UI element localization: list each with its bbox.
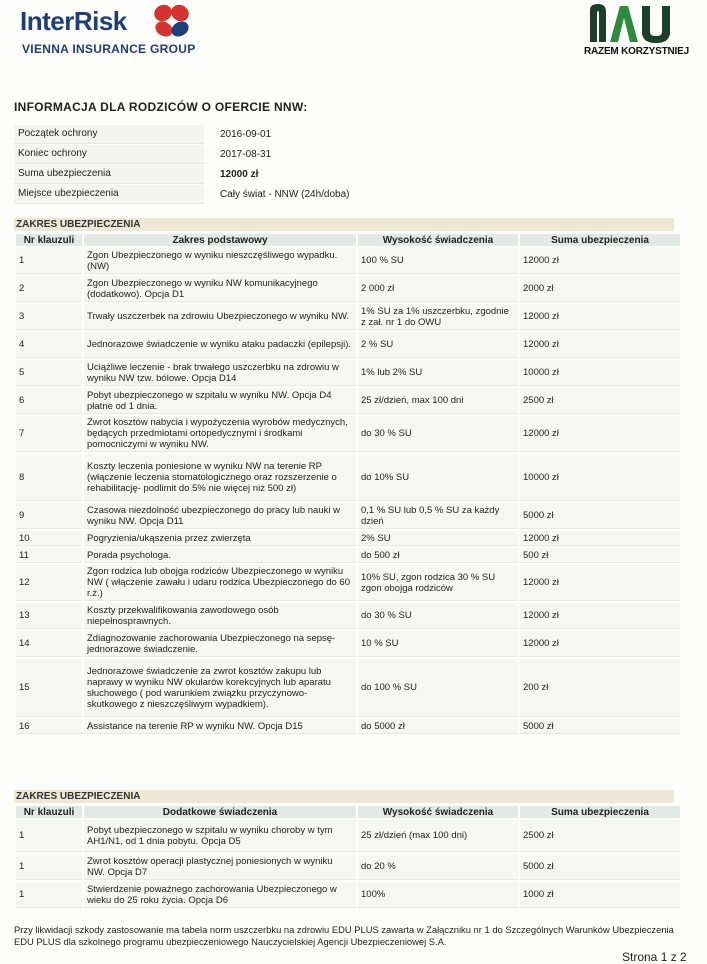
clause-number: 6: [16, 388, 82, 414]
sum-insured: 12000 zł: [520, 603, 680, 629]
info-value: 12000 zł: [220, 168, 259, 180]
table-row: [16, 531, 680, 546]
partner-tagline: RAZEM KORZYSTNIEJ: [584, 46, 689, 57]
policy-info: [14, 124, 674, 204]
table-row: [16, 631, 680, 657]
benefit-amount: 2 000 zł: [358, 276, 518, 302]
benefit-amount: do 30 % SU: [358, 416, 518, 452]
benefit-amount: 100 % SU: [358, 248, 518, 274]
benefit-amount: do 30 % SU: [358, 603, 518, 629]
table-row: [16, 360, 680, 386]
benefit-amount: do 100 % SU: [358, 659, 518, 717]
scope-description: Pobyt ubezpieczonego w szpitalu w wyniku NW. Opcja D4 płatne od 1 dnia.: [84, 388, 356, 414]
benefit-amount: 10% SU, zgon rodzica 30 % SU zgon obojga rodziców: [358, 565, 518, 601]
benefit-amount: do 10% SU: [358, 454, 518, 501]
scope-description: Zgon Ubezpieczonego w wyniku nieszczęśliwego wypadku. (NW): [84, 248, 356, 274]
clause-number: 16: [16, 719, 82, 734]
scope-description: Zwrot kosztów nabycia i wypożyczenia wyrobów medycznych, będących przedmiotami ortopedycznymi i środkami pomocniczymi w wyniku NW.: [84, 416, 356, 452]
info-label: Miejsce ubezpieczenia: [14, 185, 204, 204]
clause-number: 4: [16, 332, 82, 358]
table-row: [16, 882, 680, 908]
clause-number: 1: [16, 882, 82, 908]
benefit-amount: do 20 %: [358, 854, 518, 880]
clause-number: 1: [16, 820, 82, 852]
benefit-amount: 2 % SU: [358, 332, 518, 358]
sum-insured: 12000 zł: [520, 631, 680, 657]
nau-logo: [582, 2, 689, 62]
table-row: [16, 719, 680, 734]
brand-name: InterRisk: [20, 6, 127, 36]
additional-benefits-table: [14, 804, 682, 910]
sum-insured: 10000 zł: [520, 360, 680, 386]
clause-number: 1: [16, 248, 82, 274]
scope-description: Jednorazowe świadczenie w wyniku ataku padaczki (epilepsji).: [84, 332, 356, 358]
clause-number: 9: [16, 503, 82, 529]
sum-insured: 12000 zł: [520, 416, 680, 452]
scope-description: Czasowa niezdolność ubezpieczonego do pracy lub nauki w wyniku NW. Opcja D11: [84, 503, 356, 529]
clause-number: 7: [16, 416, 82, 452]
page-number: Strona 1 z 2: [622, 950, 687, 964]
scope-description: Zgon rodzica lub obojga rodziców Ubezpieczonego w wyniku NW ( włączenie zawału i udaru rodzica Ubezpieczonego do 60 r.ż.): [84, 565, 356, 601]
sum-insured: 12000 zł: [520, 565, 680, 601]
info-row-start: [14, 124, 674, 144]
column-header: Zakres podstawowy: [84, 234, 356, 246]
table-row: [16, 603, 680, 629]
scope-description: Pobyt ubezpieczonego w szpitalu w wyniku choroby w tym AH1/N1, od 1 dnia pobytu. Opcja D5: [84, 820, 356, 852]
sum-insured: 2500 zł: [520, 820, 680, 852]
scope-description: Jednorazowe świadczenie za zwrot kosztów zakupu lub naprawy w wyniku NW okularów korekcyjnych lub aparatu słuchowego ( pod warunkiem związku przyczynowo-skutkowego z nieszczęśliwym wypadkiem).: [84, 659, 356, 717]
info-row-end: [14, 144, 674, 164]
petals-icon: [152, 2, 192, 40]
sum-insured: 1000 zł: [520, 882, 680, 908]
scope-description: Zwrot kosztów operacji plastycznej poniesionych w wyniku NW. Opcja D7: [84, 854, 356, 880]
benefit-amount: 2% SU: [358, 531, 518, 546]
column-header: Dodatkowe świadczenia: [84, 806, 356, 818]
table-row: [16, 454, 680, 501]
table-row: [16, 304, 680, 330]
table-row: [16, 416, 680, 452]
clause-number: 15: [16, 659, 82, 717]
sum-insured: 2000 zł: [520, 276, 680, 302]
clause-number: 10: [16, 531, 82, 546]
scope-description: Pogryzienia/ukąszenia przez zwierzęta: [84, 531, 356, 546]
info-row-place: [14, 184, 674, 204]
scope-description: Assistance na terenie RP w wyniku NW. Opcja D15: [84, 719, 356, 734]
brand-subtitle: VIENNA INSURANCE GROUP: [22, 42, 196, 56]
column-header: Nr klauzuli: [16, 806, 82, 818]
section1-heading: ZAKRES UBEZPIECZENIA: [14, 218, 674, 231]
sum-insured: 5000 zł: [520, 503, 680, 529]
benefit-amount: 10 % SU: [358, 631, 518, 657]
info-label: Koniec ochrony: [14, 145, 204, 164]
benefit-amount: 1% SU za 1% uszczerbku, zgodnie z zał. nr 1 do OWU: [358, 304, 518, 330]
clause-number: 14: [16, 631, 82, 657]
column-header: Wysokość świadczenia: [358, 234, 518, 246]
benefit-amount: do 5000 zł: [358, 719, 518, 734]
info-value: 2017-08-31: [220, 148, 272, 160]
page-title: INFORMACJA DLA RODZICÓW O OFERCIE NNW:: [14, 100, 308, 114]
benefit-amount: do 500 zł: [358, 548, 518, 563]
table-row: [16, 565, 680, 601]
scope-description: Koszty leczenia poniesione w wyniku NW na terenie RP (włączenie leczenia stomatologicznego oraz rozszerzenie o rehabilitację- podlimit do 5% nie więcej niż 500 zł): [84, 454, 356, 501]
benefit-amount: 100%: [358, 882, 518, 908]
info-value: 2016-09-01: [220, 128, 272, 140]
section2-heading: ZAKRES UBEZPIECZENIA: [14, 790, 674, 803]
sum-insured: 12000 zł: [520, 531, 680, 546]
footnote: Przy likwidacji szkody zastosowanie ma tabela norm uszczerbku na zdrowiu EDU PLUS zawarta w Załączniku nr 1 do Szczególnych Warunków Ubezpieczenia EDU PLUS dla szkolnego programu ubezpieczeniowego Nauczycielskiej Agencji Ubezpieczeniowej S.A.: [14, 924, 674, 947]
sum-insured: 200 zł: [520, 659, 680, 717]
column-header: Wysokość świadczenia: [358, 806, 518, 818]
info-label: Początek ochrony: [14, 125, 204, 144]
sum-insured: 5000 zł: [520, 719, 680, 734]
clause-number: 3: [16, 304, 82, 330]
sum-insured: 2500 zł: [520, 388, 680, 414]
table-row: [16, 820, 680, 852]
table-row: [16, 503, 680, 529]
clause-number: 8: [16, 454, 82, 501]
sum-insured: 5000 zł: [520, 854, 680, 880]
sum-insured: 12000 zł: [520, 304, 680, 330]
clause-number: 5: [16, 360, 82, 386]
interrisk-logo: [20, 2, 200, 60]
basic-scope-table: [14, 232, 682, 736]
table-row: [16, 548, 680, 563]
column-header: Nr klauzuli: [16, 234, 82, 246]
scope-description: Porada psychologa.: [84, 548, 356, 563]
benefit-amount: 25 zł/dzień (max 100 dni): [358, 820, 518, 852]
benefit-amount: 25 zł/dzień, max 100 dni: [358, 388, 518, 414]
scope-description: Trwały uszczerbek na zdrowiu Ubezpieczonego w wyniku NW.: [84, 304, 356, 330]
clause-number: 13: [16, 603, 82, 629]
scope-description: Uciążliwe leczenie - brak trwałego uszczerbku na zdrowiu w wyniku NW tzw. bólowe. Opcja D14: [84, 360, 356, 386]
table-header-row: [16, 806, 680, 818]
sum-insured: 12000 zł: [520, 332, 680, 358]
column-header: Suma ubezpieczenia: [520, 234, 680, 246]
table-row: [16, 854, 680, 880]
info-row-sum: [14, 164, 674, 184]
clause-number: 2: [16, 276, 82, 302]
benefit-amount: 1% lub 2% SU: [358, 360, 518, 386]
table-row: [16, 248, 680, 274]
nau-mark-icon: [586, 2, 682, 44]
clause-number: 11: [16, 548, 82, 563]
table-row: [16, 276, 680, 302]
benefit-amount: 0,1 % SU lub 0,5 % SU za każdy dzień: [358, 503, 518, 529]
clause-number: 1: [16, 854, 82, 880]
scope-description: Zgon Ubezpieczonego w wyniku NW komunikacyjnego (dodatkowo). Opcja D1: [84, 276, 356, 302]
sum-insured: 12000 zł: [520, 248, 680, 274]
sum-insured: 500 zł: [520, 548, 680, 563]
clause-number: 12: [16, 565, 82, 601]
table-row: [16, 659, 680, 717]
table-row: [16, 388, 680, 414]
column-header: Suma ubezpieczenia: [520, 806, 680, 818]
sum-insured: 10000 zł: [520, 454, 680, 501]
scope-description: Stwierdzenie poważnego zachorowania Ubezpieczonego w wieku do 25 roku życia. Opcja D6: [84, 882, 356, 908]
info-label: Suma ubezpieczenia: [14, 165, 204, 184]
table-header-row: [16, 234, 680, 246]
info-value: Cały świat - NNW (24h/doba): [220, 188, 350, 200]
table-row: [16, 332, 680, 358]
scope-description: Zdiagnozowanie zachorowania Ubezpieczonego na sepsę- jednorazowe świadczenie.: [84, 631, 356, 657]
scope-description: Koszty przekwalifikowania zawodowego osób niepełnosprawnych.: [84, 603, 356, 629]
